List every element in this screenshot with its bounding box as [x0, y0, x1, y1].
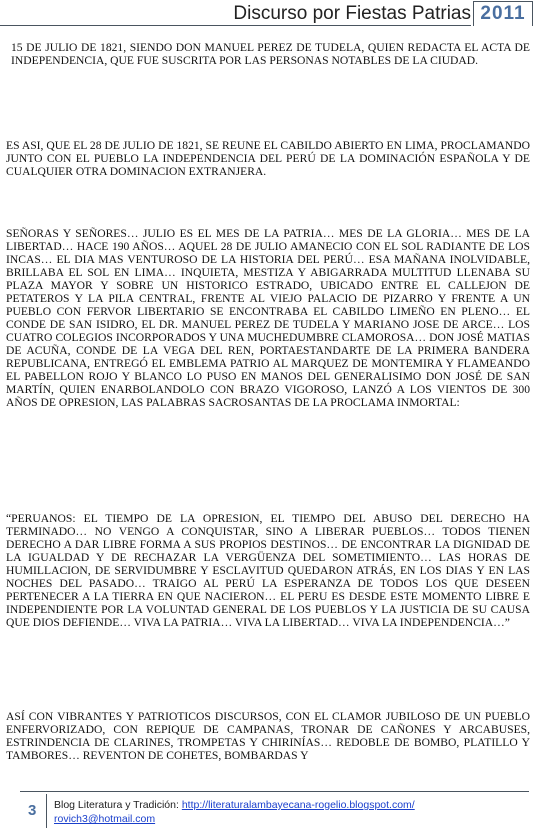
- footer-separator: [46, 794, 47, 828]
- email-link[interactable]: rovich3@hotmail.com: [54, 813, 156, 825]
- page-footer: [0, 790, 537, 834]
- paragraph-speech: SEÑORAS Y SEÑORES… JULIO ES EL MES DE LA PATRIA… MES DE LA GLORIA… MES DE LA LIBERTAD… HACE 190 AÑOS… AQUEL 28 DE JULIO AMANECIO CON EL SOL RADIANTE DE LOS INCAS… EL DIA MAS VENTUROSO DE LA HISTORIA DEL PERÚ… ESA MAÑANA INOLVIDABLE, BRILLABA EL SOL EN LIMA… INQUIETA, MESTIZA Y ABIGARRADA MULTITUD LLENABA SU PLAZA MAYOR Y SOBRE UN HISTORICO ESTRADO, UBICADO ENTRE EL CALLEJON DE PETATEROS Y LA PILA CENTRAL, FRENTE AL VIEJO PALACIO DE PIZARRO Y FRENTE A UN PUEBLO CON FERVOR LIBERTARIO SE ENCONTRABA EL CABILDO LIMEÑO EN PLENO… EL CONDE DE SAN ISIDRO, EL DR. MANUEL PEREZ DE TUDELA Y MARIANO JOSE DE ARCE… LOS CUATRO COLEGIOS INCORPORADOS Y UNA MUCHEDUMBRE CLAMOROSA… DON JOSÉ MATIAS DE ACUÑA, CONDE DE LA VEGA DEL REN, PORTAESTANDARTE DE LA PRIMERA BANDERA REPUBLICANA, ENTREGÓ EL EMBLEMA PATRIO AL MARQUEZ DE MONTEMIRA Y FLAMEANDO EL PABELLON ROJO Y BLANCO LO PUSO EN MANOS DEL GENERALISIMO DON JOSÉ DE SAN MARTÍN, QUIEN ENARBOLANDOLO CON BRAZO VIGOROSO, LANZÓ A LOS VIENTOS DE 300 AÑOS DE OPRESION, LAS PALABRAS SACROSANTAS DE LA PROCLAMA INMORTAL:: [6, 227, 530, 409]
- document-year: 2011: [473, 1, 533, 26]
- blog-link[interactable]: http://literaturalambayecana-rogelio.blogspot.com/: [181, 799, 415, 811]
- paragraph-celebration: ASÍ CON VIBRANTES Y PATRIOTICOS DISCURSOS, CON EL CLAMOR JUBILOSO DE UN PUEBLO ENFERVORIZADO, CON REPIQUE DE CAMPANAS, TRONAR DE CAÑONES Y ARCABUSES, ESTRINDENCIA DE CLARINES, TROMPETAS Y CHIRINÍAS… REDOBLE DE BOMBO, PLATILLO Y TAMBORES… REVENTON DE COHETES, BOMBARDAS Y: [6, 710, 530, 762]
- paragraph-cabildo: ES ASI, QUE EL 28 DE JULIO DE 1821, SE REUNE EL CABILDO ABIERTO EN LIMA, PROCLAMANDO JUNTO CON EL PUEBLO LA INDEPENDENCIA DEL PERÚ DE LA DOMINACIÓN ESPAÑOLA Y DE CUALQUIER OTRA DOMINACION EXTRANJERA.: [6, 139, 530, 178]
- paragraph-acta: 15 DE JULIO DE 1821, SIENDO DON MANUEL PEREZ DE TUDELA, QUIEN REDACTA EL ACTA DE INDEPENDENCIA, QUE FUE SUSCRITA POR LAS PERSONAS NOTABLES DE LA CIUDAD.: [11, 41, 530, 67]
- header-divider: [0, 25, 471, 26]
- blog-label: Blog Literatura y Tradición:: [54, 799, 182, 811]
- page-number: 3: [28, 802, 37, 819]
- footer-blog-line: [54, 799, 415, 811]
- document-title: Discurso por Fiestas Patrias: [233, 3, 471, 24]
- paragraph-proclamation: “PERUANOS: EL TIEMPO DE LA OPRESION, EL TIEMPO DEL ABUSO DEL DERECHO HA TERMINADO… NO VENGO A CONQUISTAR, SINO A LIBERAR PUEBLOS… TODOS TIENEN DERECHO A DAR LIBRE FORMA A SUS PROPIOS DESTINOS… DE ENCONTRAR LA DIGNIDAD DE LA IGUALDAD Y DE RECHAZAR LA VERGÜENZA DEL SOMETIMIENTO… LAS HORAS DE HUMILLACION, DE SERVIDUMBRE Y ESCLAVITUD QUEDARON ATRÁS, EN LOS DIAS Y EN LAS NOCHES DEL PASADO… TRAIGO AL PERÚ LA ESPERANZA DE TODOS LOS QUE DESEEN PERTENECER A LA TIERRA EN QUE NACIERON… EL PERU ES DESDE ESTE MOMENTO LIBRE E INDEPENDIENTE POR LA VOLUNTAD GENERAL DE LOS PUEBLOS Y LA JUSTICIA DE SU CAUSA QUE DIOS DEFIENDE… VIVA LA PATRIA… VIVA LA LIBERTAD… VIVA LA INDEPENDENCIA…”: [6, 512, 530, 629]
- page-header: [0, 0, 537, 30]
- footer-divider: [20, 791, 529, 792]
- footer-email-line: [54, 813, 155, 825]
